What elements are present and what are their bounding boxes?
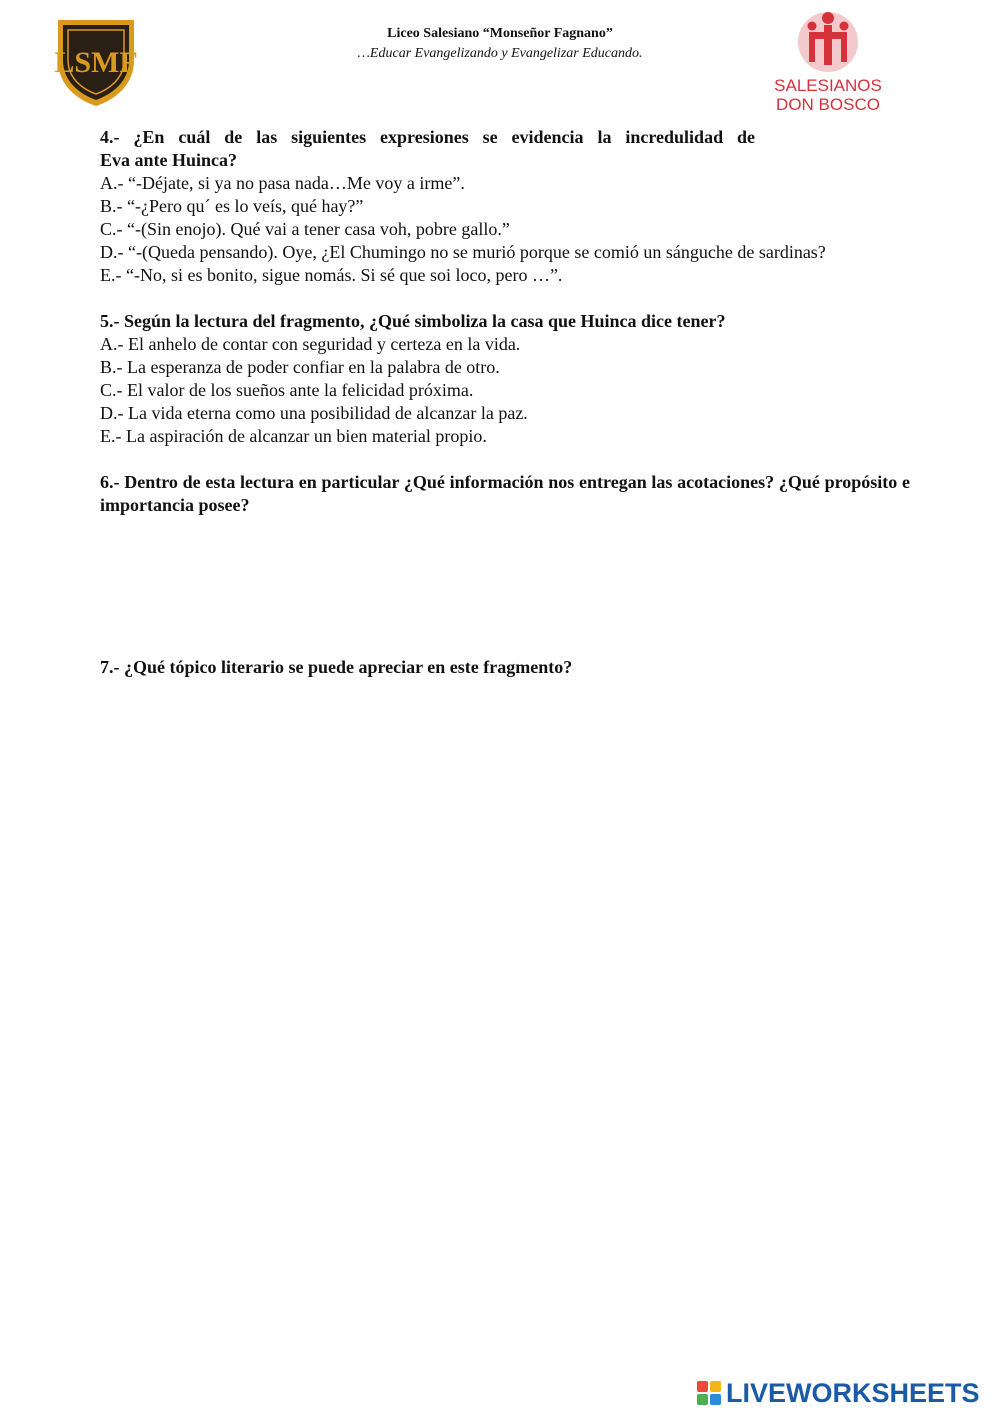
- school-crest-logo: [52, 14, 140, 108]
- question-4-option-a: A.- “-Déjate, si ya no pasa nada…Me voy a irme”.: [100, 173, 465, 193]
- question-4-option-d: D.- “-(Queda pensando). Oye, ¿El Chumingo no se murió porque se comió un sánguche de sardinas?: [100, 242, 826, 262]
- sdb-line1: SALESIANOS: [774, 76, 882, 95]
- question-5-title: 5.- Según la lectura del fragmento, ¿Qué simboliza la casa que Huinca dice tener?: [100, 311, 726, 331]
- question-5-option-e: E.- La aspiración de alcanzar un bien material propio.: [100, 426, 487, 446]
- school-motto: …Educar Evangelizando y Evangelizar Educando.: [357, 46, 643, 61]
- question-4-option-e: E.- “-No, si es bonito, sigue nomás. Si sé que soi loco, pero …”.: [100, 265, 563, 285]
- school-crest-icon: [52, 14, 140, 108]
- question-4-option-b: B.- “-¿Pero qu´ es lo veís, qué hay?”: [100, 196, 364, 216]
- spacer: [100, 287, 910, 310]
- salesianos-figures-icon: [770, 6, 886, 78]
- answer-space-6[interactable]: [100, 517, 910, 656]
- salesianos-don-bosco-logo: [770, 6, 886, 118]
- header: [300, 24, 700, 64]
- question-5-option-a: A.- El anhelo de contar con seguridad y certeza en la vida.: [100, 334, 521, 354]
- question-5-option-d: D.- La vida eterna como una posibilidad de alcanzar la paz.: [100, 403, 528, 423]
- question-4: [100, 126, 910, 287]
- school-name: Liceo Salesiano “Monseñor Fagnano”: [387, 26, 613, 41]
- question-4-option-c: C.- “-(Sin enojo). Qué vai a tener casa voh, pobre gallo.”: [100, 219, 510, 239]
- sdb-line2: DON BOSCO: [776, 95, 880, 114]
- question-7-title: 7.- ¿Qué tópico literario se puede apreciar en este fragmento?: [100, 657, 573, 677]
- question-7: [100, 656, 910, 679]
- question-4-title-line2: Eva ante Huinca?: [100, 150, 238, 170]
- question-6-title: 6.- Dentro de esta lectura en particular ¿Qué información nos entregan las acotaciones? ¿Qué propósito e importancia posee?: [100, 472, 910, 515]
- question-6: [100, 471, 910, 517]
- question-5-option-c: C.- El valor de los sueños ante la felicidad próxima.: [100, 380, 474, 400]
- liveworksheets-text: LIVEWORKSHEETS: [726, 1378, 980, 1408]
- question-5: [100, 310, 910, 448]
- question-5-option-b: B.- La esperanza de poder confiar en la palabra de otro.: [100, 357, 500, 377]
- crest-letters: LSMF: [54, 46, 138, 79]
- answer-space-7[interactable]: [100, 679, 910, 1279]
- spacer: [100, 448, 910, 471]
- worksheet-content: [100, 126, 910, 1279]
- question-4-title-line1: 4.- ¿En cuál de las siguientes expresiones se evidencia la incredulidad de: [100, 127, 755, 147]
- liveworksheets-brand[interactable]: [696, 1378, 996, 1408]
- liveworksheets-logo-icon: [696, 1380, 722, 1406]
